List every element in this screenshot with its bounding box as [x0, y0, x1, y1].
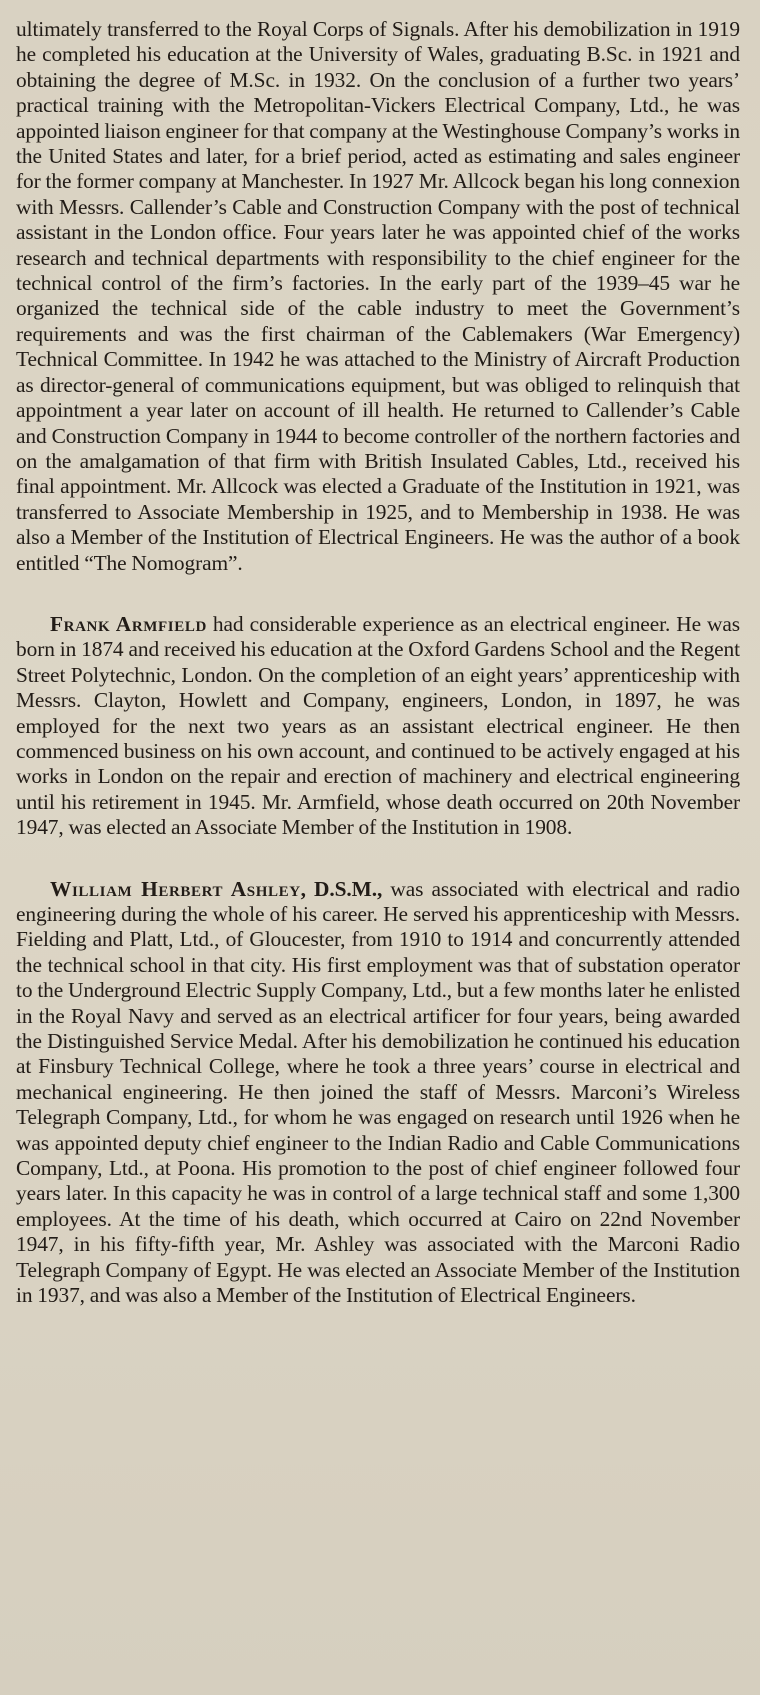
obituary-ashley	[16, 877, 740, 1309]
obituary-text: was associated with electrical and radio engineering during the whole of his career. He served his apprenticeship with Messrs. Fielding and Platt, Ltd., of Gloucester, from 1910 to 1914 and concurrently attended the technical school in that city. His first employment was that of substation operator to the Underground Electric Supply Company, Ltd., but a few months later he enlisted in the Royal Navy and served as an electrical artificer for four years, being awarded the Distinguished Service Medal. After his demobilization he continued his education at Finsbury Technical College, where he took a three years’ course in electrical and mechanical engineering. He then joined the staff of Messrs. Marconi’s Wireless Telegraph Company, Ltd., for whom he was engaged on research until 1926 when he was appointed deputy chief engineer to the Indian Radio and Cable Communications Company, Ltd., at Poona. His promotion to the post of chief engineer followed four years later. In this capacity he was in control of a large technical staff and some 1,300 employees. At the time of his death, which occurred at Cairo on 22nd November 1947, in his fifty-fifth year, Mr. Ashley was associated with the Marconi Radio Telegraph Company of Egypt. He was elected an Associate Member of the Institution in 1937, and was also a Member of the Institution of Electrical Engineers.	[16, 876, 740, 1308]
obituary-text: had considerable experience as an electrical engineer. He was born in 1874 and received his education at the Oxford Gardens School and the Regent Street Polytechnic, London. On the completion of an eight years’ apprenticeship with Messrs. Clayton, Howlett and Company, engineers, London, in 1897, he was employed for the next two years as an assistant electrical engineer. He then commenced business on his own account, and continued to be actively engaged at his works in London on the repair and erection of machinery and electrical engineering until his retirement in 1945. Mr. Armfield, whose death occurred on 20th November 1947, was elected an Associate Member of the Institution in 1908.	[16, 611, 740, 840]
obituary-armfield	[16, 612, 740, 841]
obituary-text: ultimately transferred to the Royal Corps of Signals. After his demobilization in 1919 he completed his education at the University of Wales, graduating B.Sc. in 1921 and obtaining the degree of M.Sc. in 1932. On the conclusion of a further two years’ practical training with the Metropolitan-Vickers Electrical Company, Ltd., he was appointed liaison engineer for that company at the Westinghouse Company’s works in the United States and later, for a brief period, acted as estimating and sales engineer for the former company at Manchester. In 1927 Mr. Allcock began his long connexion with Messrs. Callender’s Cable and Construction Company with the post of technical assistant in the London office. Four years later he was appointed chief of the works research and technical departments with responsibility to the chief engineer for the technical control of the firm’s factories. In the early part of the 1939–45 war he organized the technical side of the cable industry to meet the Government’s requirements and was the first chairman of the Cablemakers (War Emergency) Technical Committee. In 1942 he was attached to the Ministry of Aircraft Production as director-general of communications equipment, but was obliged to relinquish that appointment a year later on account of ill health. He returned to Callender’s Cable and Construction Company in 1944 to become controller of the northern factories and on the amalgamation of that firm with British Insulated Cables, Ltd., received his final appointment. Mr. Allcock was elected a Graduate of the Institution in 1921, was transferred to Associate Membership in 1925, and to Membership in 1938. He was also a Member of the Institution of Electrical Engineers. He was the author of a book entitled “The Nomogram”.	[16, 17, 740, 575]
obituary-name: William Herbert Ashley	[50, 876, 301, 901]
obituary-honours: , D.S.M.,	[300, 876, 383, 901]
obituary-allcock-continued	[16, 17, 740, 576]
obituary-name: Frank Armfield	[50, 611, 207, 636]
